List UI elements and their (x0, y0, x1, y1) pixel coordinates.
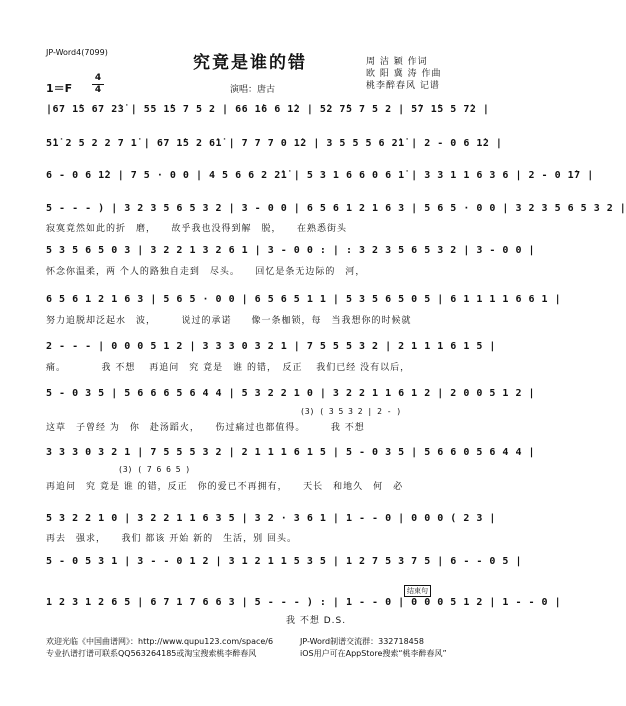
score-row: |67 1̇5 67 2̇3̇ | 55 1̇5 7 5 2 | 66 1̇6 6 1̇2 | 5̇2 7̇5 7 5 2 | 5̇7 1̇5 5 7̇2 | (46, 104, 490, 115)
lyric-line: 痛。 我 不想 再追问 究 竟是 谁 的错， 反正 我们已经 没有以后， (46, 363, 411, 373)
score-row: 6 5 6 1 2 1 6 3 | 5 6 5 · 0 0 | 6 5 6 5 1 1 | 5 3 5 6 5 0 5 | 6 1 1 1 1 6 6 1 | (46, 294, 562, 305)
footer-site: 欢迎光临《中国曲谱网》：http://www.qupu123.com/space/6 (46, 637, 274, 646)
lyric-line: 我 不想 D.S. (46, 616, 347, 626)
score-row: 6 - 0 6 1̇2 | 7 5 · 0 0 | 4 5 6 6 2 2̇1̇ | 5 3 1 6 6 0 6 1̇ | 3 3 1 1 6 3 6 | 2 - 0 1̇7 | (46, 170, 594, 181)
meter-bottom: 4 (94, 85, 102, 95)
lyric-line: 再追问 究 竟是 谁 的错，反正 你的爱已不再拥有， 天长 和地久 何 必 (46, 482, 404, 492)
singer-label: 演唱：唐古 (230, 85, 276, 95)
score-row: 5 - - - ) | 3 2 3 5 6 5 3 2 | 3 - 0 0 | 6 5 6 1 2 1 6 3 | 5 6 5 · 0 0 | 3 2 3 5 6 5 3 2 | (46, 203, 626, 214)
score-row: 1 2 3 1 2 6 5 | 6 7 1 7 6 6 3 | 5 - - - ) : | 1 - - 0 | 0 0 0 5 1 2 | 1 - - 0 | (46, 597, 562, 608)
lyricist-credit: 周 洁 颖 作词 (366, 57, 428, 67)
footer-ios: iOS用户可在AppStore搜索“桃李醉春风” (300, 649, 447, 658)
footer-contact: 专业扒谱打谱可联系QQ563264185或淘宝搜索桃李醉春风 (46, 649, 257, 658)
lyric-line: 这草 子曾经 为 你 赴汤蹈火， 伤过痛过也都值得。 我 不想 (46, 423, 365, 433)
score-row: 5 - 0 5 3 1 | 3 - - 0 1 2 | 3 1 2 1 1 5 3 5 | 1 2 7 5 3 7 5 | 6 - - 0 5 | (46, 556, 522, 567)
lyric-line: 寂寞竟然如此的折 磨， 故乎我也没得到解 脱， 在熟悉街头 (46, 224, 348, 234)
lyric-line: 怀念你温柔，两 个人的路独自走到 尽头。 回忆是条无边际的 河， (46, 267, 366, 277)
lyric-line: 再去 强求， 我们 都该 开始 新的 生活，别 回头。 (46, 534, 297, 544)
transcriber-credit: 桃李醉春风 记谱 (366, 81, 440, 91)
alt-notes: (3) ( 3 5 3 2 | 2 - ) (300, 407, 402, 416)
source-tag: JP-Word4(7099) (46, 48, 108, 57)
time-signature (92, 74, 104, 95)
score-row: 5̇1̇ 2 5 2 2 7 1̇ | 67 1̇5 2 6̇1̇ | 7 7 7 0 1̇2 | 3 5 5 5 6 2̇1̇ | 2 - 0 6 1̇2 | (46, 138, 503, 149)
song-title: 究竟是谁的错 (193, 53, 307, 73)
credits-block (366, 56, 441, 92)
key-signature: 1＝F (46, 82, 73, 95)
meter-top: 4 (94, 73, 102, 83)
alt-notes: (3) ( 7 6 6 5 ) (118, 465, 191, 474)
score-row: 2 - - - | 0 0 0 5 1 2 | 3 3 3 0 3 2 1 | 7 5 5 5 3 2 | 2 1 1 1 6 1 5 | (46, 341, 496, 352)
score-row: 5 3 2 2 1 0 | 3 2 2 1 1 6 3 5 | 3 2 · 3 6 1 | 1 - - 0 | 0 0 0 ( 2 3 | (46, 513, 496, 524)
score-row: 5 - 0 3 5 | 5 6 6 6 5 6 4 4 | 5 3 2 2 1 0 | 3 2 2 1 1 6 1 2 | 2 0 0 5 1 2 | (46, 388, 536, 399)
lyric-line: 努力追脱却泛起水 波， 说过的承诺 像一条枷锁，每 当我想你的时候就 (46, 316, 412, 326)
footer-group: JP-Word制谱交流群：332718458 (300, 637, 424, 646)
ending-label: 结束句 (404, 585, 431, 597)
score-row: 5 3 5 6 5 0 3 | 3 2 2 1 3 2 6 1 | 3 - 0 0 : | : 3 2 3 5 6 5 3 2 | 3 - 0 0 | (46, 245, 536, 256)
composer-credit: 欧 阳 冀 涛 作曲 (366, 69, 442, 79)
score-row: 3 3 3 0 3 2 1 | 7 5 5 5 3 2 | 2 1 1 1 6 1 5 | 5 - 0 3 5 | 5 6 6 0 5 6 4 4 | (46, 447, 536, 458)
